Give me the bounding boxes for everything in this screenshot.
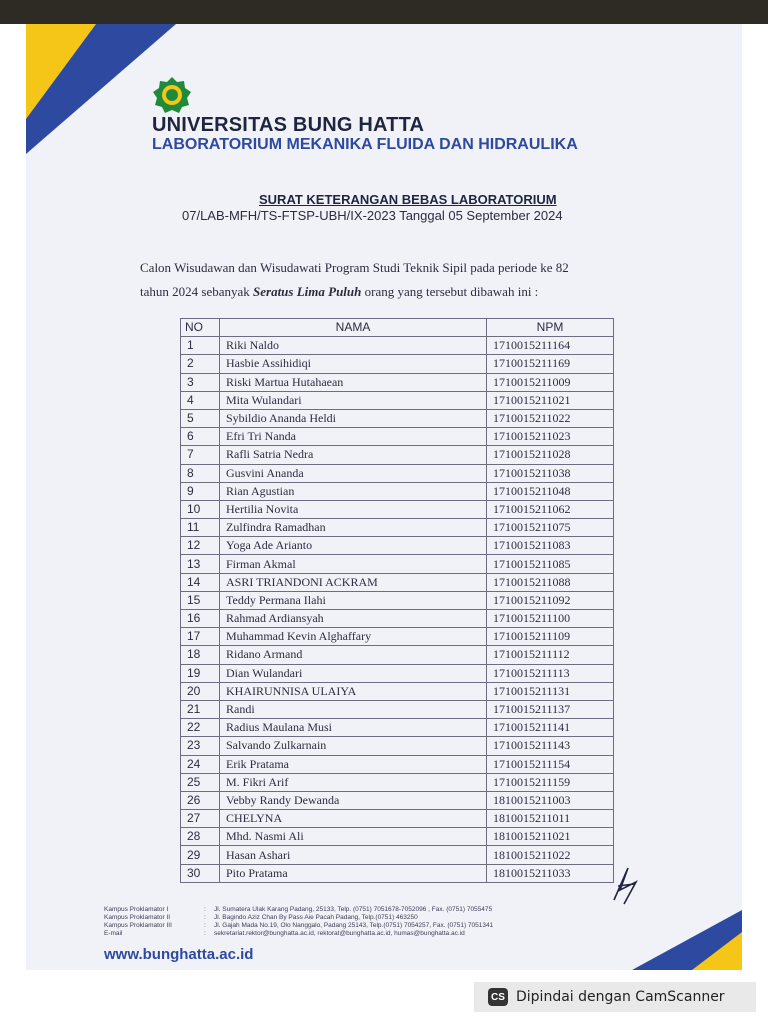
row-no: 16 (181, 610, 220, 628)
table-row (181, 555, 614, 573)
row-nama: Riki Naldo (220, 337, 487, 355)
laboratory-name: LABORATORIUM MEKANIKA FLUIDA DAN HIDRAULIKA (152, 136, 578, 153)
row-npm: 1710015211143 (487, 737, 614, 755)
table-row (181, 373, 614, 391)
intro-line-2-start: tahun 2024 sebanyak (140, 284, 254, 299)
row-nama: M. Fikri Arif (220, 773, 487, 791)
table-row (181, 628, 614, 646)
row-no: 5 (181, 409, 220, 427)
row-nama: KHAIRUNNISA ULAIYA (220, 682, 487, 700)
row-nama: Teddy Permana Ilahi (220, 591, 487, 609)
row-npm: 1710015211137 (487, 700, 614, 718)
table-row (181, 446, 614, 464)
row-no: 24 (181, 755, 220, 773)
row-nama: Mhd. Nasmi Ali (220, 828, 487, 846)
table-row (181, 810, 614, 828)
row-npm: 1710015211048 (487, 482, 614, 500)
table-header-row (181, 319, 614, 337)
row-no: 12 (181, 537, 220, 555)
footer-line: E-mail : sekretariat.rektor@bunghatta.ac.id, rektorat@bunghatta.ac.id, humas@bunghatta.ac.id (104, 930, 465, 937)
row-nama: Gusvini Ananda (220, 464, 487, 482)
row-no: 9 (181, 482, 220, 500)
document-number: 07/LAB-MFH/TS-FTSP-UBH/IX-2023 Tanggal 05 September 2024 (182, 208, 563, 223)
signature-mark (606, 860, 646, 910)
row-nama: Rafli Satria Nedra (220, 446, 487, 464)
table-row (181, 409, 614, 427)
table-row (181, 428, 614, 446)
row-no: 17 (181, 628, 220, 646)
row-npm: 1810015211011 (487, 810, 614, 828)
table-row (181, 573, 614, 591)
row-no: 28 (181, 828, 220, 846)
row-npm: 1710015211141 (487, 719, 614, 737)
row-npm: 1710015211092 (487, 591, 614, 609)
footer-addresses (104, 906, 664, 938)
intro-paragraph (140, 256, 640, 304)
row-nama: Ridano Armand (220, 646, 487, 664)
row-no: 1 (181, 337, 220, 355)
row-no: 30 (181, 864, 220, 882)
row-npm: 1710015211075 (487, 519, 614, 537)
intro-count-emphasis: Seratus Lima Puluh (253, 284, 362, 299)
row-npm: 1710015211159 (487, 773, 614, 791)
table-row (181, 610, 614, 628)
row-npm: 1710015211112 (487, 646, 614, 664)
row-no: 22 (181, 719, 220, 737)
row-nama: Pito Pratama (220, 864, 487, 882)
table-row (181, 828, 614, 846)
row-npm: 1710015211009 (487, 373, 614, 391)
row-no: 7 (181, 446, 220, 464)
table-row (181, 519, 614, 537)
row-nama: Efri Tri Nanda (220, 428, 487, 446)
row-no: 13 (181, 555, 220, 573)
row-nama: Salvando Zulkarnain (220, 737, 487, 755)
table-row (181, 537, 614, 555)
row-npm: 1810015211021 (487, 828, 614, 846)
scan-background-top (0, 0, 768, 24)
intro-line-2-end: orang yang tersebut dibawah ini : (361, 284, 539, 299)
row-no: 15 (181, 591, 220, 609)
table-row (181, 700, 614, 718)
camscanner-icon: CS (488, 988, 508, 1006)
row-nama: Radius Maulana Musi (220, 719, 487, 737)
table-row (181, 846, 614, 864)
table-row (181, 391, 614, 409)
row-nama: Sybildio Ananda Heldi (220, 409, 487, 427)
row-no: 26 (181, 791, 220, 809)
table-row (181, 337, 614, 355)
header-nama: NAMA (220, 319, 487, 337)
footer-line: Kampus Proklamator I : Jl. Sumatera Ulak Karang Padang, 25133, Telp. (0751) 7051678-7052096 , Fax. (0751) 7055475 (104, 906, 493, 913)
row-nama: CHELYNA (220, 810, 487, 828)
table-row (181, 791, 614, 809)
row-nama: Hasan Ashari (220, 846, 487, 864)
row-npm: 1810015211022 (487, 846, 614, 864)
row-no: 18 (181, 646, 220, 664)
intro-line-1: Calon Wisudawan dan Wisudawati Program Studi Teknik Sipil pada periode ke 82 (140, 260, 569, 275)
row-nama: Muhammad Kevin Alghaffary (220, 628, 487, 646)
row-nama: Randi (220, 700, 487, 718)
row-npm: 1710015211164 (487, 337, 614, 355)
row-nama: Hasbie Assihidiqi (220, 355, 487, 373)
university-name: UNIVERSITAS BUNG HATTA (152, 114, 425, 136)
row-no: 27 (181, 810, 220, 828)
table-row (181, 646, 614, 664)
corner-decoration-bottom-right (592, 910, 742, 970)
website-link[interactable]: www.bunghatta.ac.id (104, 946, 254, 963)
row-npm: 1810015211003 (487, 791, 614, 809)
row-npm: 1710015211023 (487, 428, 614, 446)
row-npm: 1710015211085 (487, 555, 614, 573)
row-npm: 1710015211109 (487, 628, 614, 646)
row-no: 10 (181, 500, 220, 518)
document-page (26, 24, 742, 970)
row-npm: 1710015211169 (487, 355, 614, 373)
table-row (181, 864, 614, 882)
row-npm: 1710015211028 (487, 446, 614, 464)
table-row (181, 682, 614, 700)
row-no: 14 (181, 573, 220, 591)
row-no: 20 (181, 682, 220, 700)
row-nama: Hertilia Novita (220, 500, 487, 518)
row-nama: Firman Akmal (220, 555, 487, 573)
row-no: 25 (181, 773, 220, 791)
intro-line-2 (140, 280, 640, 304)
row-no: 8 (181, 464, 220, 482)
row-nama: Vebby Randy Dewanda (220, 791, 487, 809)
row-nama: Dian Wulandari (220, 664, 487, 682)
row-npm: 1710015211088 (487, 573, 614, 591)
row-no: 19 (181, 664, 220, 682)
row-no: 6 (181, 428, 220, 446)
table-row (181, 482, 614, 500)
table-row (181, 464, 614, 482)
row-npm: 1710015211022 (487, 409, 614, 427)
row-no: 29 (181, 846, 220, 864)
graduate-table (180, 318, 614, 883)
header-no: NO (181, 319, 220, 337)
row-npm: 1810015211033 (487, 864, 614, 882)
row-no: 11 (181, 519, 220, 537)
row-npm: 1710015211062 (487, 500, 614, 518)
row-no: 23 (181, 737, 220, 755)
row-npm: 1710015211131 (487, 682, 614, 700)
row-nama: Mita Wulandari (220, 391, 487, 409)
table-row (181, 737, 614, 755)
camscanner-badge (474, 982, 756, 1012)
row-nama: Riski Martua Hutahaean (220, 373, 487, 391)
row-npm: 1710015211113 (487, 664, 614, 682)
row-nama: ASRI TRIANDONI ACKRAM (220, 573, 487, 591)
row-npm: 1710015211154 (487, 755, 614, 773)
footer-line: Kampus Proklamator III : Jl. Gajah Mada No.19, Olo Nanggalo, Padang 25143, Telp.(0751) 7054257, Fax. (0751) 7051341 (104, 922, 494, 929)
row-no: 2 (181, 355, 220, 373)
table-row (181, 773, 614, 791)
row-npm: 1710015211021 (487, 391, 614, 409)
table-row (181, 755, 614, 773)
row-no: 4 (181, 391, 220, 409)
table-row (181, 355, 614, 373)
row-nama: Yoga Ade Arianto (220, 537, 487, 555)
table-row (181, 664, 614, 682)
table-row (181, 500, 614, 518)
row-nama: Zulfindra Ramadhan (220, 519, 487, 537)
university-logo-icon (151, 75, 193, 115)
row-nama: Rahmad Ardiansyah (220, 610, 487, 628)
footer-line: Kampus Proklamator II : Jl. Bagindo Aziz Chan By Pass Aie Pacah Padang, Telp.(0751) 463250 (104, 914, 418, 921)
table-row (181, 719, 614, 737)
row-npm: 1710015211100 (487, 610, 614, 628)
row-npm: 1710015211083 (487, 537, 614, 555)
row-no: 21 (181, 700, 220, 718)
row-npm: 1710015211038 (487, 464, 614, 482)
table-row (181, 591, 614, 609)
row-nama: Rian Agustian (220, 482, 487, 500)
camscanner-text: Dipindai dengan CamScanner (516, 989, 725, 1005)
row-nama: Erik Pratama (220, 755, 487, 773)
row-no: 3 (181, 373, 220, 391)
document-title: SURAT KETERANGAN BEBAS LABORATORIUM (259, 192, 557, 207)
header-npm: NPM (487, 319, 614, 337)
